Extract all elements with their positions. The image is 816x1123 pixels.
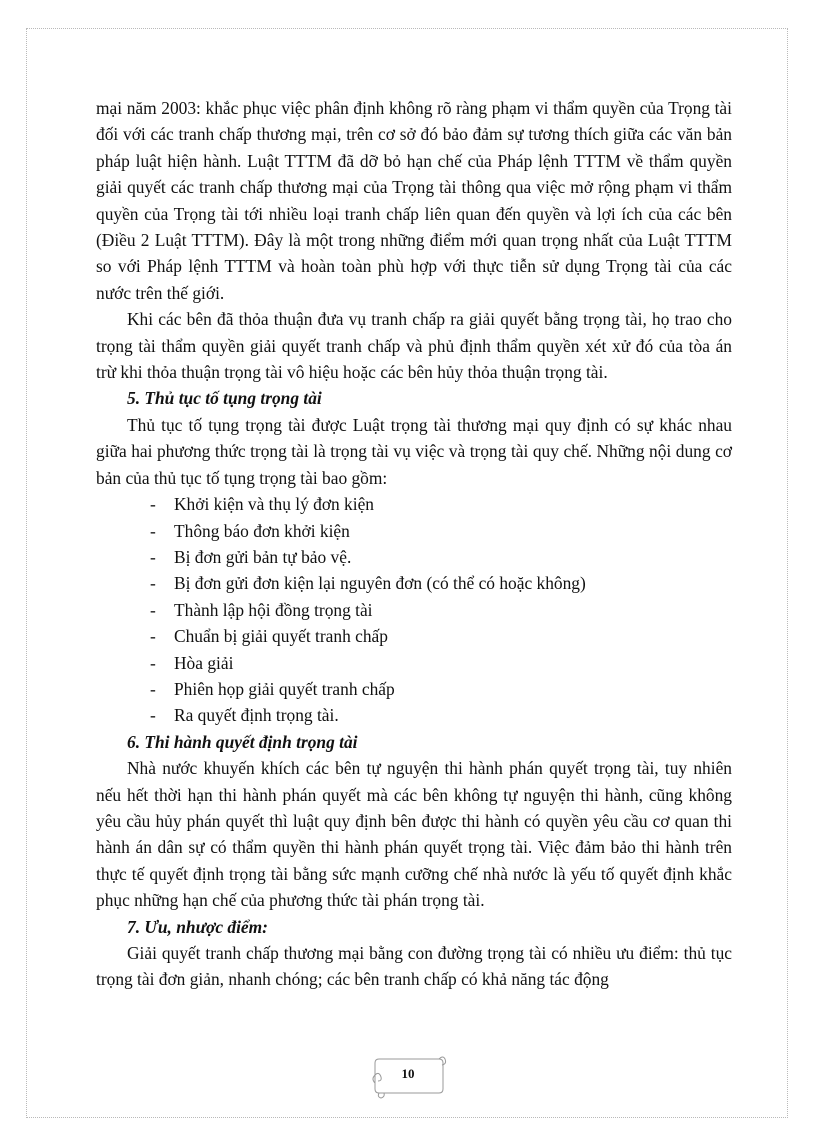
- list-item: - Bị đơn gửi bản tự bảo vệ.: [96, 544, 732, 570]
- heading-pros-cons: 7. Ưu, nhược điểm:: [127, 916, 268, 937]
- list-item: - Khởi kiện và thụ lý đơn kiện: [96, 491, 732, 517]
- heading-arbitration-procedure: 5. Thủ tục tố tụng trọng tài: [127, 388, 322, 409]
- paragraph-arbitration-law-intro: mại năm 2003: khắc phục việc phân định không rõ ràng phạm vi thẩm quyền của Trọng tài đối với các tranh chấp thương mại, trên cơ sở đó bảo đảm sự tương thích giữa các văn bản pháp luật hiện hành. Luật TTTM đã dỡ bỏ hạn chế của Pháp lệnh TTTM về thẩm quyền giải quyết các tranh chấp thương mại của Trọng tài thông qua việc mở rộng phạm vi thẩm quyền của Trọng tài tới nhiều loại tranh chấp liên quan đến quyền và lợi ích của các bên (Điều 2 Luật TTTM). Đây là một trong những điểm mới quan trọng nhất của Luật TTTM so với Pháp lệnh TTTM và hoàn toàn phù hợp với thực tiễn sử dụng Trọng tài của các nước trên thế giới.: [96, 98, 732, 303]
- list-item: - Ra quyết định trọng tài.: [96, 702, 732, 728]
- list-item: - Hòa giải: [96, 650, 732, 676]
- page-number: 10: [401, 1066, 415, 1081]
- page-footer: [369, 1053, 447, 1099]
- list-item: - Thành lập hội đồng trọng tài: [96, 597, 732, 623]
- paragraph-arbitration-agreement: Khi các bên đã thỏa thuận đưa vụ tranh chấp ra giải quyết bằng trọng tài, họ trao cho trọng tài thẩm quyền giải quyết tranh chấp và phủ định thẩm quyền xét xử đó của tòa án trừ khi thỏa thuận trọng tài vô hiệu hoặc các bên hủy thỏa thuận trọng tài.: [96, 309, 732, 383]
- bullet-marker: -: [150, 494, 156, 515]
- list-item: - Bị đơn gửi đơn kiện lại nguyên đơn (có thể có hoặc không): [96, 570, 732, 596]
- list-item: - Phiên họp giải quyết tranh chấp: [96, 676, 732, 702]
- bullet-marker: -: [150, 652, 156, 673]
- list-item: - Chuẩn bị giải quyết tranh chấp: [96, 623, 732, 649]
- bullet-marker: -: [150, 520, 156, 541]
- list-item: - Thông báo đơn khởi kiện: [96, 518, 732, 544]
- bullet-marker: -: [150, 626, 156, 647]
- bullet-marker: -: [150, 678, 156, 699]
- paragraph-advantages: Giải quyết tranh chấp thương mại bằng con đường trọng tài có nhiều ưu điểm: thủ tục trọng tài đơn giản, nhanh chóng; các bên tranh chấp có khả năng tác động: [96, 943, 732, 990]
- bullet-marker: -: [150, 705, 156, 726]
- procedure-steps-list: [96, 491, 732, 729]
- document-body: [96, 95, 732, 993]
- heading-enforcement: 6. Thi hành quyết định trọng tài: [127, 731, 358, 752]
- bullet-marker: -: [150, 599, 156, 620]
- bullet-marker: -: [150, 573, 156, 594]
- bullet-marker: -: [150, 546, 156, 567]
- paragraph-enforcement: Nhà nước khuyến khích các bên tự nguyện thi hành phán quyết trọng tài, tuy nhiên nếu hết thời hạn thi hành phán quyết mà các bên không tự nguyện thi hành, cũng không yêu cầu hủy phán quyết thì luật quy định bên được thi hành có quyền yêu cầu cơ quan thi hành án dân sự có thẩm quyền thi hành phán quyết trọng tài. Việc đảm bảo thi hành trên thực tế quyết định trọng tài bằng sức mạnh cưỡng chế nhà nước là yếu tố quyết định khắc phục những hạn chế của phương thức tài phán trọng tài.: [96, 758, 732, 911]
- paragraph-procedure-intro: Thủ tục tố tụng trọng tài được Luật trọng tài thương mại quy định có sự khác nhau giữa hai phương thức trọng tài là trọng tài vụ việc và trọng tài quy chế. Những nội dung cơ bản của thủ tục tố tụng trọng tài bao gồm:: [96, 414, 732, 488]
